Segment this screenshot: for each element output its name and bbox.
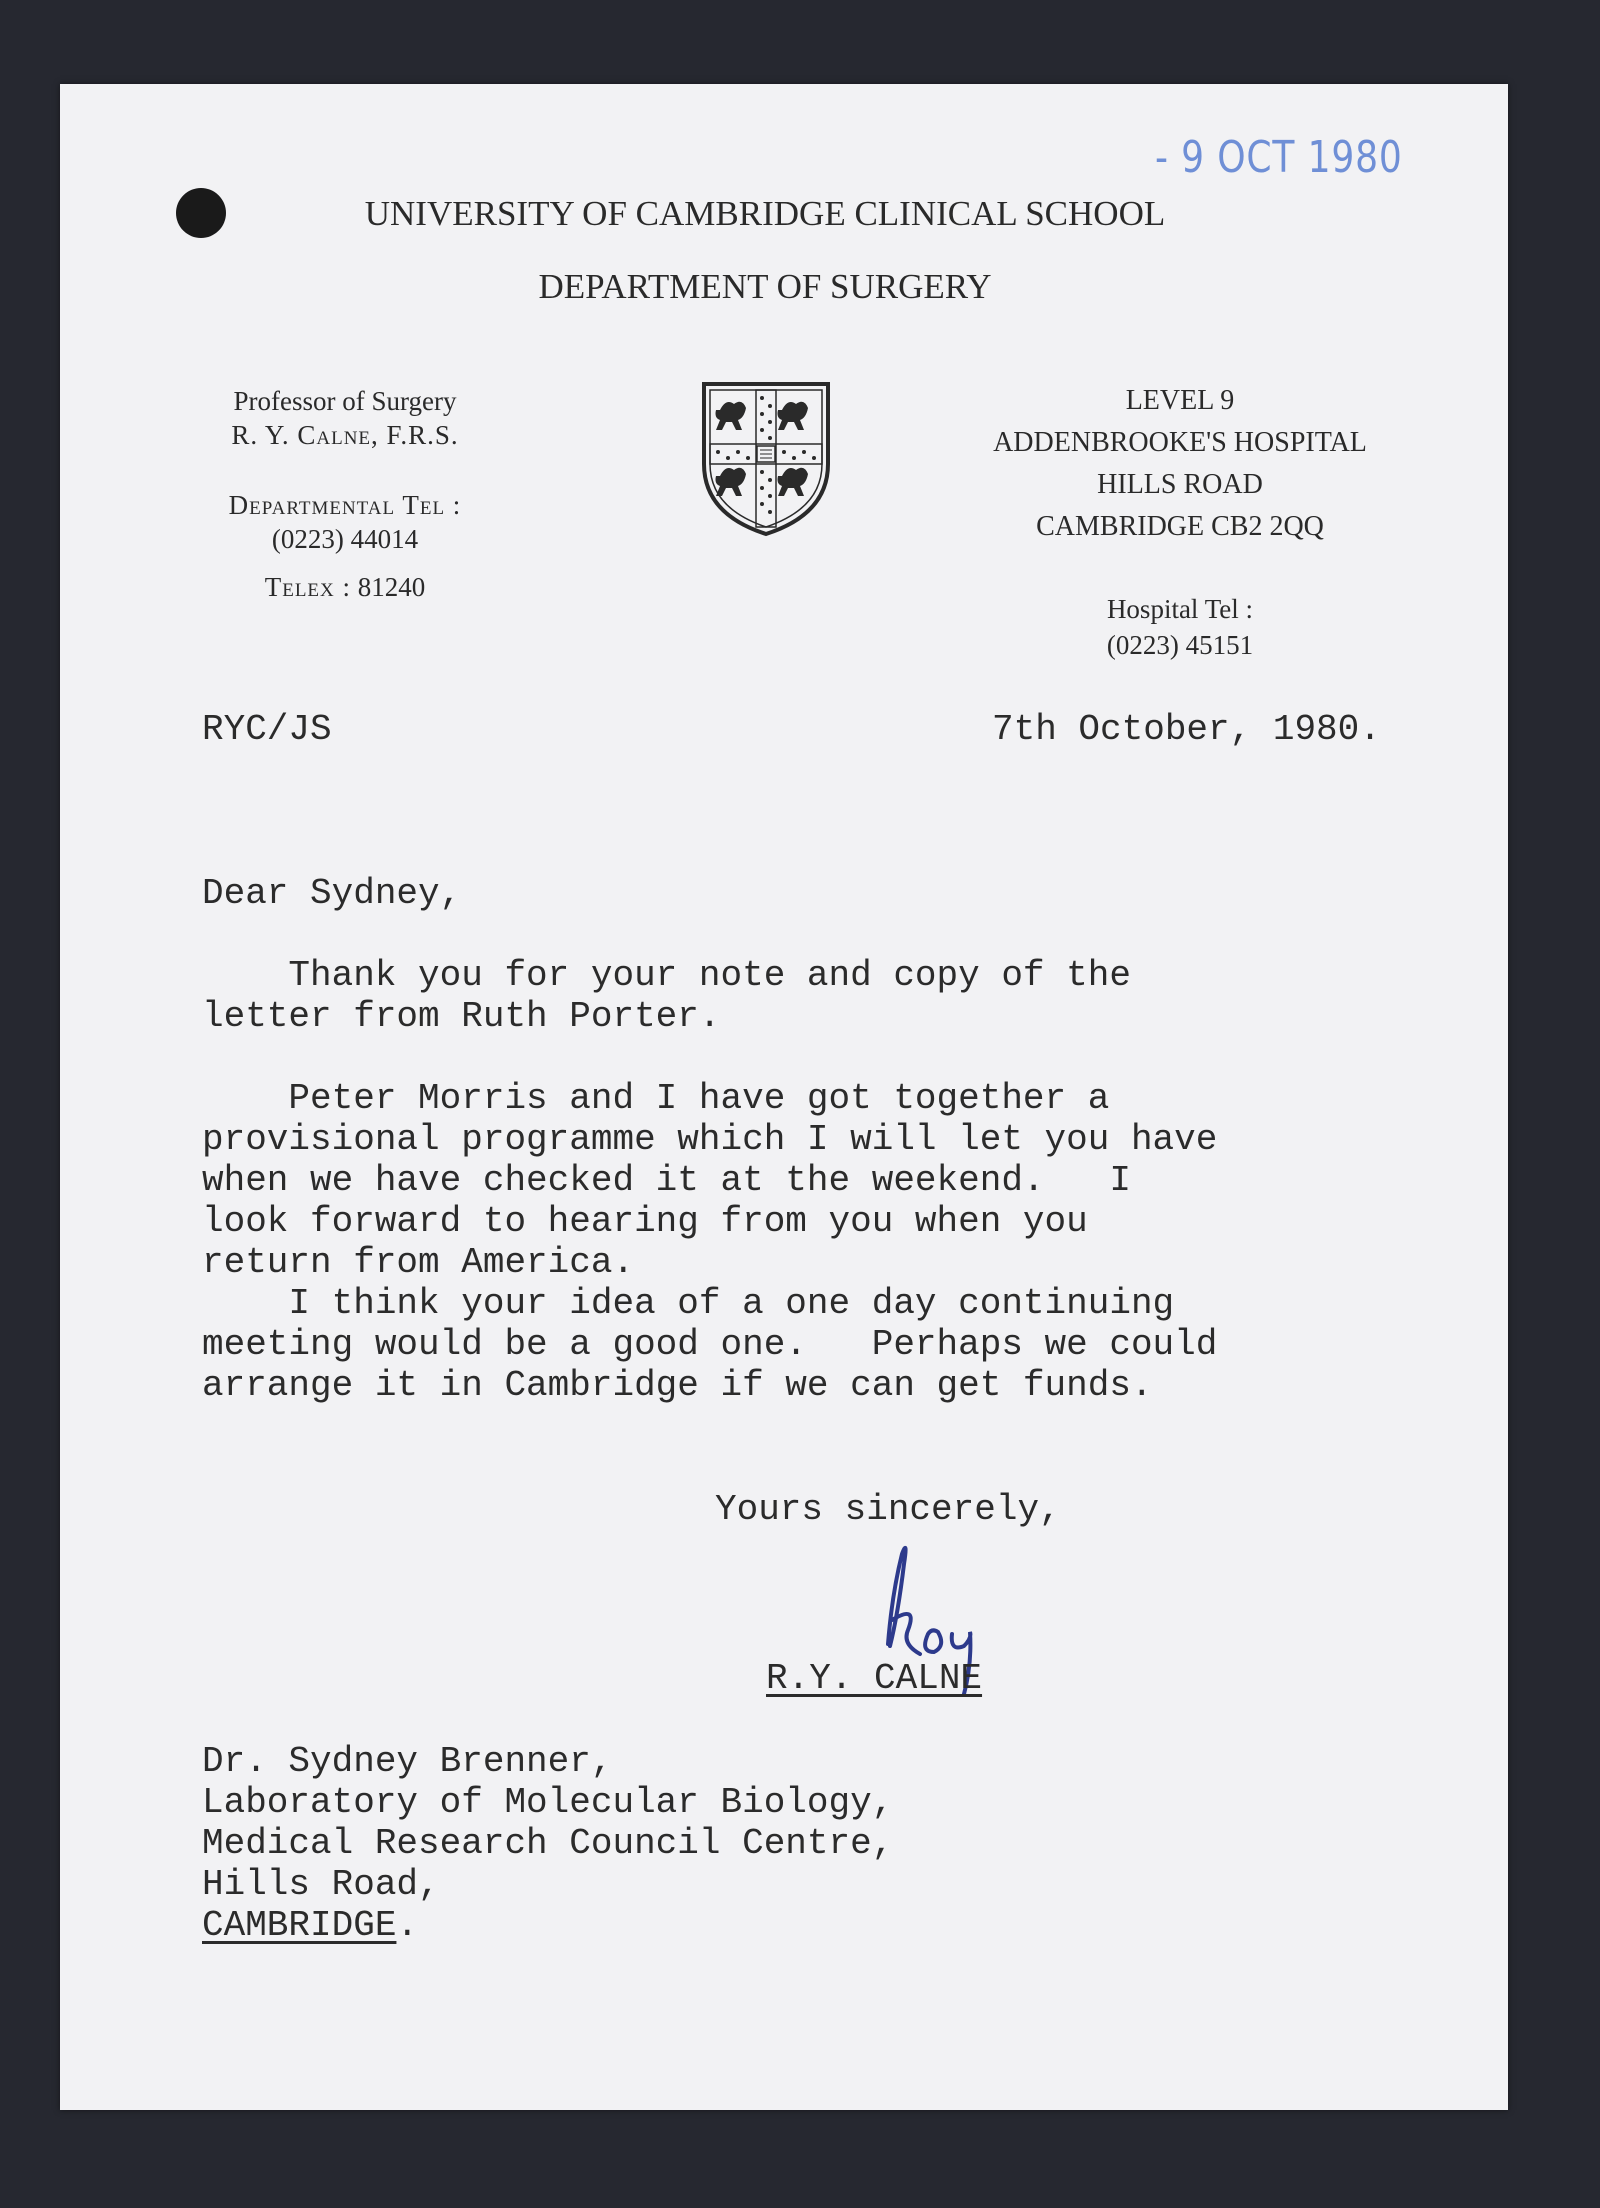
departmental-tel: (0223) 44014 — [271, 524, 419, 554]
paragraph-1 — [202, 955, 1131, 1037]
text-line: I think your idea of a one day continuing — [202, 1283, 1175, 1324]
address-line-4: CAMBRIDGE CB2 2QQ — [1036, 511, 1324, 542]
text-line: Peter Morris and I have got together a — [202, 1078, 1110, 1119]
text-line: return from America. — [202, 1242, 635, 1283]
closing: Yours sincerely, — [715, 1489, 1061, 1530]
recipient-line-1: Dr. Sydney Brenner, — [202, 1741, 613, 1782]
hospital-tel: (0223) 45151 — [1106, 630, 1254, 660]
text-line: provisional programme which I will let you have — [202, 1119, 1218, 1160]
telex-label: Telex : — [264, 572, 352, 602]
text-line: look forward to hearing from you when you — [202, 1201, 1088, 1242]
department-heading: DEPARTMENT OF SURGERY — [538, 267, 992, 306]
salutation: Dear Sydney, — [202, 873, 462, 914]
letter-page — [60, 84, 1508, 2110]
recipient-city-suffix: . — [396, 1905, 419, 1946]
institution-heading: UNIVERSITY OF CAMBRIDGE CLINICAL SCHOOL — [364, 194, 1166, 233]
departmental-tel-label: Departmental Tel : — [228, 490, 462, 520]
professor-name: R. Y. Calne, F.R.S. — [231, 420, 459, 450]
recipient-city-line — [202, 1905, 418, 1946]
text-line: Thank you for your note and copy of the — [202, 955, 1131, 996]
text-line: meeting would be a good one. Perhaps we could — [202, 1324, 1218, 1365]
recipient-line-4: Hills Road, — [202, 1864, 440, 1905]
telex-number: 81240 — [357, 572, 426, 602]
reference: RYC/JS — [202, 709, 332, 750]
recipient-line-3: Medical Research Council Centre, — [202, 1823, 894, 1864]
professor-title: Professor of Surgery — [233, 386, 457, 416]
text-line: when we have checked it at the weekend. I — [202, 1160, 1131, 1201]
cambridge-coat-of-arms-icon — [700, 380, 832, 538]
address-line-3: HILLS ROAD — [1097, 469, 1263, 500]
date-received-stamp: - 9 OCT 1980 — [1155, 132, 1403, 183]
recipient-city: CAMBRIDGE — [202, 1905, 397, 1946]
recipient-line-2: Laboratory of Molecular Biology, — [202, 1782, 894, 1823]
letter-date: 7th October, 1980. — [992, 709, 1381, 750]
hospital-tel-label: Hospital Tel : — [1106, 594, 1254, 624]
signatory-name: R.Y. CALNE — [766, 1658, 983, 1699]
address-line-2: ADDENBROOKE'S HOSPITAL — [993, 427, 1367, 458]
telex-line — [190, 570, 500, 604]
address-line-1: LEVEL 9 — [1125, 385, 1235, 416]
paragraph-3 — [202, 1283, 1217, 1406]
text-line: letter from Ruth Porter. — [202, 996, 721, 1037]
paragraph-2 — [202, 1078, 1217, 1283]
text-line: arrange it in Cambridge if we can get funds. — [202, 1365, 1153, 1406]
